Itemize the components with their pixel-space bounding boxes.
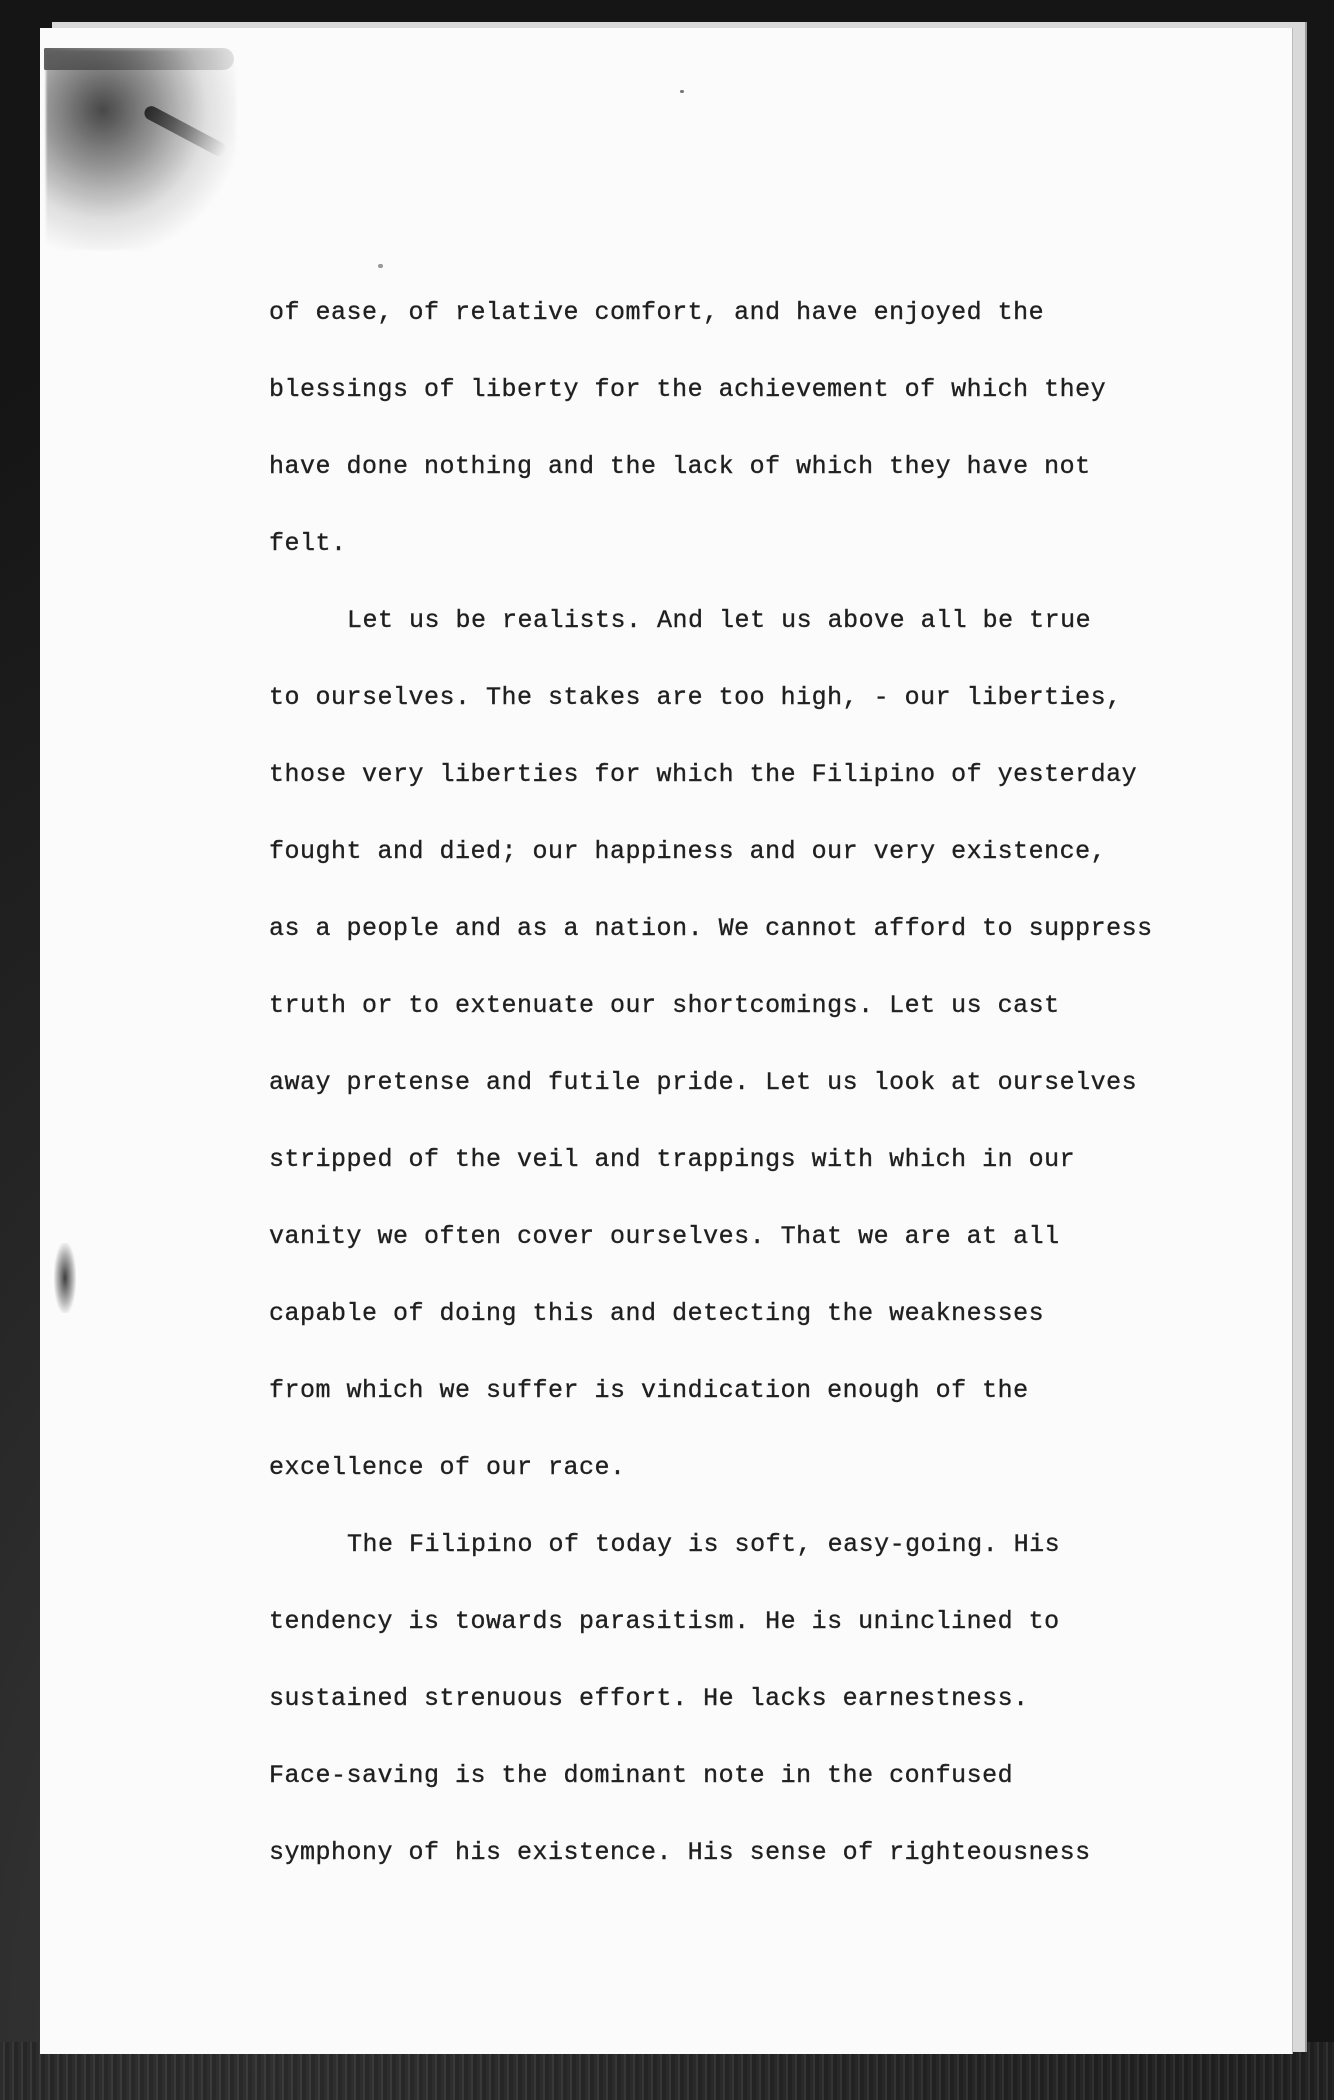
dust-speck: [680, 90, 684, 93]
text-line: have done nothing and the lack of which they have not: [269, 452, 1091, 481]
text-line: Face-saving is the dominant note in the confused: [269, 1761, 1014, 1790]
text-line: capable of doing this and detecting the weaknesses: [269, 1299, 1045, 1328]
paragraph-first-line: The Filipino of today is soft, easy-going. His: [347, 1530, 1061, 1559]
text-line: as a people and as a nation. We cannot afford to suppress: [269, 914, 1153, 943]
text-line: to ourselves. The stakes are too high, - our liberties,: [269, 683, 1122, 712]
text-line: those very liberties for which the Filipino of yesterday: [269, 760, 1138, 789]
text-line: sustained strenuous effort. He lacks earnestness.: [269, 1684, 1029, 1713]
text-line: away pretense and futile pride. Let us look at ourselves: [269, 1068, 1138, 1097]
text-line: truth or to extenuate our shortcomings. Let us cast: [269, 991, 1060, 1020]
text-line: of ease, of relative comfort, and have enjoyed the: [269, 298, 1045, 327]
dust-speck: [378, 264, 383, 268]
margin-smudge: [54, 1243, 76, 1313]
paragraph-first-line: Let us be realists. And let us above all be true: [347, 606, 1092, 635]
text-line: excellence of our race.: [269, 1453, 626, 1482]
text-line: symphony of his existence. His sense of righteousness: [269, 1838, 1091, 1867]
text-line: from which we suffer is vindication enough of the: [269, 1376, 1029, 1405]
text-line: felt.: [269, 529, 347, 558]
text-line: blessings of liberty for the achievement of which they: [269, 375, 1107, 404]
text-line: vanity we often cover ourselves. That we are at all: [269, 1222, 1060, 1251]
text-line: stripped of the veil and trappings with which in our: [269, 1145, 1076, 1174]
typewritten-page: [40, 28, 1292, 2054]
text-line: tendency is towards parasitism. He is uninclined to: [269, 1607, 1060, 1636]
text-line: fought and died; our happiness and our very existence,: [269, 837, 1107, 866]
